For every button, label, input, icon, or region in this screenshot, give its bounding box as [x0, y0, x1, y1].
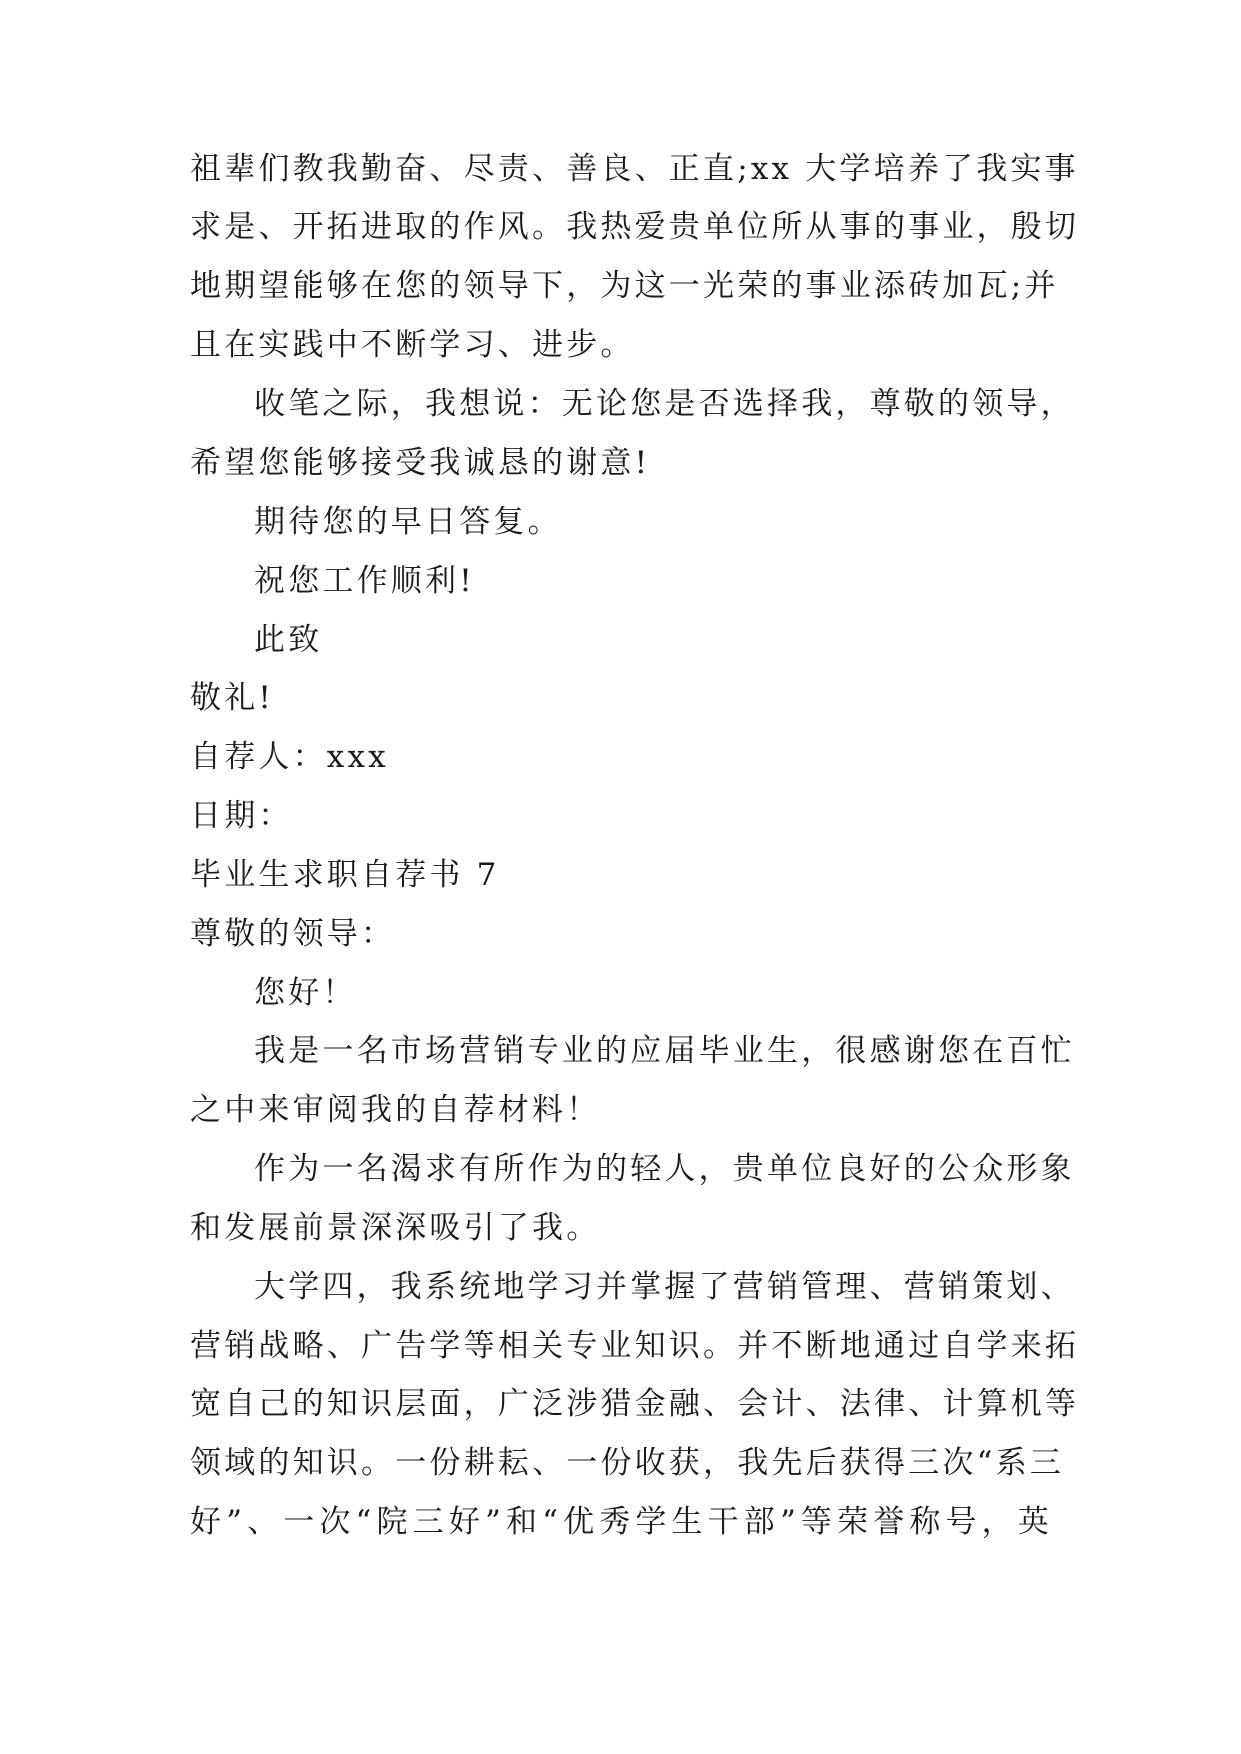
text-line: 营销战略、广告学等相关专业知识。并不断地通过自学来拓 — [190, 1328, 1080, 1364]
text-line: 我是一名市场营销专业的应届毕业生，很感谢您在百忙 — [254, 1033, 1075, 1069]
salutation-closing: 敬礼! — [190, 680, 275, 716]
text-line: 求是、开拓进取的作风。我热爱贵单位所从事的事业，殷切 — [190, 209, 1080, 245]
closing-phrase: 此致 — [254, 622, 323, 658]
text-line: 收笔之际，我想说：无论您是否选择我，尊敬的领导， — [254, 386, 1075, 422]
text-line: 作为一名渴求有所作为的轻人，贵单位良好的公众形象 — [254, 1151, 1075, 1187]
text-line: 您好！ — [254, 975, 357, 1011]
text-line: 大学四，我系统地学习并掌握了营销管理、营销策划、 — [254, 1269, 1075, 1305]
date-line: 日期： — [190, 798, 293, 834]
text-line: 祖辈们教我勤奋、尽责、善良、正直;xx 大学培养了我实事 — [190, 151, 1079, 187]
text-line: 领域的知识。一份耕耘、一份收获，我先后获得三次“系三 — [190, 1445, 1065, 1481]
text-line: 之中来审阅我的自荐材料！ — [190, 1092, 601, 1128]
text-line: 好”、一次“院三好”和“优秀学生干部”等荣誉称号，英 — [190, 1504, 1052, 1540]
section-title: 毕业生求职自荐书 7 — [190, 857, 500, 893]
signature-line: 自荐人：xxx — [190, 739, 389, 775]
text-line: 希望您能够接受我诚恳的谢意! — [190, 445, 651, 481]
text-line: 和发展前景深深吸引了我。 — [190, 1210, 601, 1246]
text-line: 期待您的早日答复。 — [254, 504, 562, 540]
text-line: 且在实践中不断学习、进步。 — [190, 327, 635, 363]
text-line: 地期望能够在您的领导下，为这一光荣的事业添砖加瓦;并 — [190, 268, 1059, 304]
greeting: 尊敬的领导： — [190, 916, 396, 952]
text-line: 祝您工作顺利! — [254, 563, 475, 599]
text-line: 宽自己的知识层面，广泛涉猎金融、会计、法律、计算机等 — [190, 1386, 1080, 1422]
